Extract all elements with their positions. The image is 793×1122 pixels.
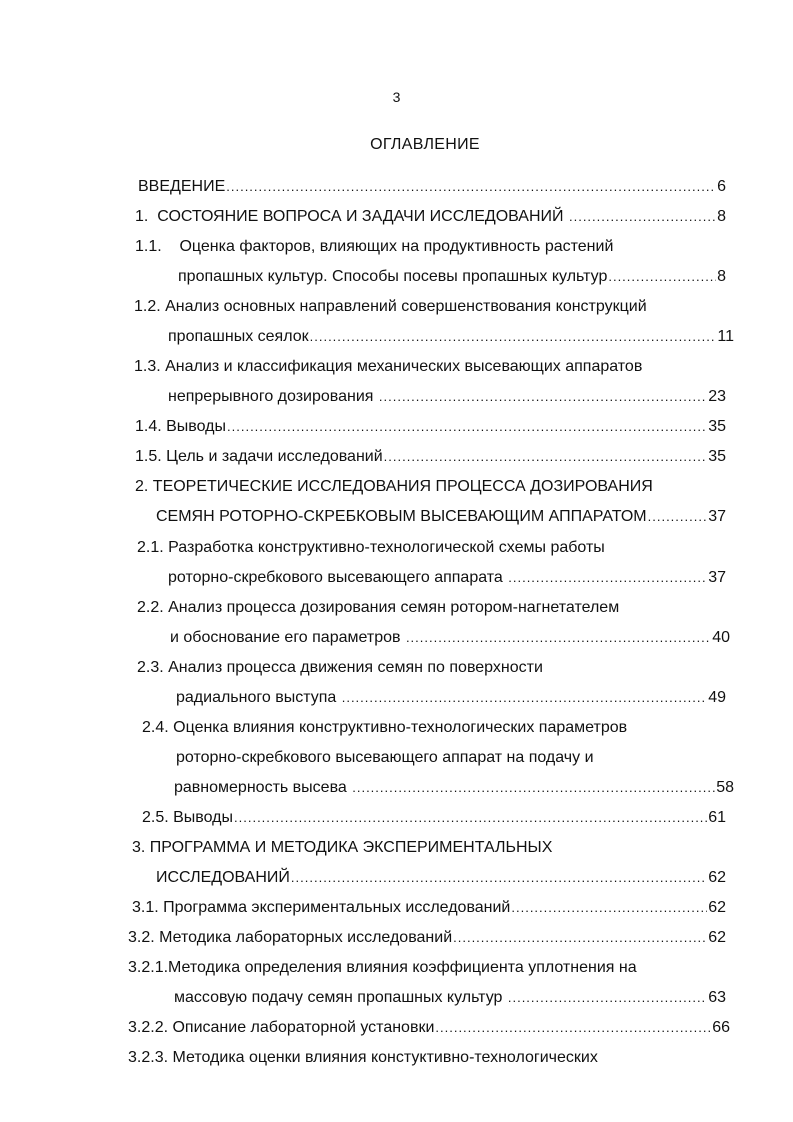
toc-entry-page: 63: [708, 989, 726, 1006]
leader-dots: [648, 506, 708, 528]
toc-entry-text: 3.2.1.Методика определения влияния коэффициента уплотнения на: [128, 959, 637, 976]
toc-entry-page: 58: [716, 779, 734, 796]
toc-entry-1-3-cont: [168, 386, 726, 408]
toc-entry-page: 49: [708, 689, 726, 706]
toc-entry-chapter-3-cont: [156, 867, 726, 889]
toc-entry-text: ВВЕДЕНИЕ: [138, 178, 226, 195]
toc-entry-text: 1.1. Оценка факторов, влияющих на продуктивность растений: [135, 238, 614, 255]
toc-entry-text: радиального выступа: [176, 689, 341, 706]
toc-entry-1-4: [135, 416, 726, 438]
toc-entry-2-2-cont: [170, 627, 730, 649]
toc-entry-text: 2.4. Оценка влияния конструктивно-технологических параметров: [142, 719, 628, 736]
leader-dots: [511, 897, 707, 919]
toc-entry-page: 6: [717, 178, 726, 195]
leader-dots: [226, 176, 716, 198]
toc-entry-text: пропашных сеялок: [168, 328, 309, 345]
toc-entry-chapter-2: [135, 476, 735, 498]
toc-entry-1-1-cont: [178, 266, 726, 288]
leader-dots: [384, 446, 708, 468]
toc-entry-text: 3.2.2. Описание лабораторной установки: [128, 1019, 435, 1036]
toc-entry-chapter-2-cont: [156, 506, 726, 528]
toc-entry-3-2-1-cont: [174, 987, 726, 1009]
leader-dots: [453, 927, 707, 949]
toc-entry-3-2-1: [128, 957, 726, 979]
toc-entry-text: 3.2.3. Методика оценки влияния констуктивно-технологических: [128, 1049, 598, 1066]
toc-entry-page: 62: [708, 929, 726, 946]
toc-entry-text: массовую подачу семян пропашных культур: [174, 989, 507, 1006]
leader-dots: [508, 567, 707, 589]
toc-entry-text: ИССЛЕДОВАНИЙ: [156, 869, 290, 886]
toc-entry-page: 35: [708, 448, 726, 465]
toc-entry-text: 3.1. Программа экспериментальных исследований: [132, 899, 511, 916]
toc-entry-1-2: [134, 296, 726, 318]
page-number: 3: [392, 89, 401, 105]
toc-entry-2-4-cont: [176, 747, 726, 769]
toc-entry-page: 35: [708, 418, 726, 435]
toc-entry-page: 62: [708, 899, 726, 916]
toc-entry-text: 3. ПРОГРАММА И МЕТОДИКА ЭКСПЕРИМЕНТАЛЬНЫХ: [132, 839, 553, 856]
leader-dots: [379, 386, 707, 408]
toc-entry-page: 8: [717, 208, 726, 225]
toc-entry-2-4-cont2: [174, 777, 734, 799]
leader-dots: [291, 867, 707, 889]
toc-entry-text: пропашных культур. Способы посевы пропашных культур: [178, 268, 608, 285]
toc-entry-3-2-2: [128, 1017, 730, 1039]
toc-entry-page: 8: [717, 268, 726, 285]
toc-entry-text: роторно-скребкового высевающего аппарат на подачу и: [176, 749, 594, 766]
toc-entry-text: 1.2. Анализ основных направлений совершенствования конструкций: [134, 298, 647, 315]
toc-entry-1-1: [135, 236, 726, 258]
toc-entry-page: 23: [708, 388, 726, 405]
toc-entry-2-1: [137, 537, 726, 559]
leader-dots: [608, 266, 716, 288]
toc-entry-text: СЕМЯН РОТОРНО-СКРЕБКОВЫМ ВЫСЕВАЮЩИМ АППАРАТОМ: [156, 508, 647, 525]
toc-entry-3-2: [128, 927, 726, 949]
toc-entry-text: 2.1. Разработка конструктивно-технологической схемы работы: [137, 539, 605, 556]
leader-dots: [352, 777, 715, 799]
toc-entry-page: 11: [717, 328, 734, 345]
toc-entry-text: 2.5. Выводы: [142, 809, 234, 826]
toc-entry-text: 1. СОСТОЯНИЕ ВОПРОСА И ЗАДАЧИ ИССЛЕДОВАНИЙ: [135, 208, 568, 225]
toc-entry-text: равномерность высева: [174, 779, 352, 796]
toc-entry-2-4: [142, 717, 726, 739]
toc-entry-2-3-cont: [176, 687, 726, 709]
toc-entry-page: 61: [708, 809, 726, 826]
toc-entry-page: 40: [712, 629, 730, 646]
leader-dots: [234, 807, 707, 829]
leader-dots: [406, 627, 711, 649]
leader-dots: [569, 206, 716, 228]
toc-entry-2-5: [142, 807, 726, 829]
toc-entry-text: 1.3. Анализ и классификация механических высевающих аппаратов: [134, 358, 643, 375]
toc-entry-text: 2.2. Анализ процесса дозирования семян ротором-нагнетателем: [137, 599, 620, 616]
toc-entry-1-3: [134, 356, 734, 378]
toc-entry-3-1: [132, 897, 726, 919]
toc-entry-2-3: [137, 657, 726, 679]
leader-dots: [342, 687, 707, 709]
toc-entry-text: 3.2. Методика лабораторных исследований: [128, 929, 453, 946]
toc-entry-3-2-3: [128, 1047, 726, 1069]
toc-entry-1-5: [135, 446, 726, 468]
toc-entry-text: 1.5. Цель и задачи исследований: [135, 448, 383, 465]
leader-dots: [435, 1017, 711, 1039]
toc-entry-text: 2. ТЕОРЕТИЧЕСКИЕ ИССЛЕДОВАНИЯ ПРОЦЕССА ДОЗИРОВАНИЯ: [135, 478, 653, 495]
leader-dots: [310, 326, 717, 348]
page-title: ОГЛАВЛЕНИЕ: [370, 136, 480, 153]
toc-entry-text: 1.4. Выводы: [135, 418, 227, 435]
toc-entry-1-2-cont: [168, 326, 734, 348]
toc-entry-page: 37: [708, 508, 726, 525]
toc-entry-2-2: [137, 597, 726, 619]
toc-entry-2-1-cont: [168, 567, 726, 589]
toc-entry-chapter-3: [132, 837, 726, 859]
toc-entry-text: роторно-скребкового высевающего аппарата: [168, 569, 508, 586]
leader-dots: [227, 416, 707, 438]
toc-entry-text: непрерывного дозирования: [168, 388, 378, 405]
toc-entry-chapter-1: [135, 206, 726, 228]
toc-entry-introduction: [138, 176, 726, 198]
toc-entry-page: 37: [708, 569, 726, 586]
toc-entry-page: 62: [708, 869, 726, 886]
toc-entry-text: 2.3. Анализ процесса движения семян по поверхности: [137, 659, 543, 676]
toc-entry-page: 66: [712, 1019, 730, 1036]
toc-entry-text: и обоснование его параметров: [170, 629, 405, 646]
leader-dots: [508, 987, 707, 1009]
